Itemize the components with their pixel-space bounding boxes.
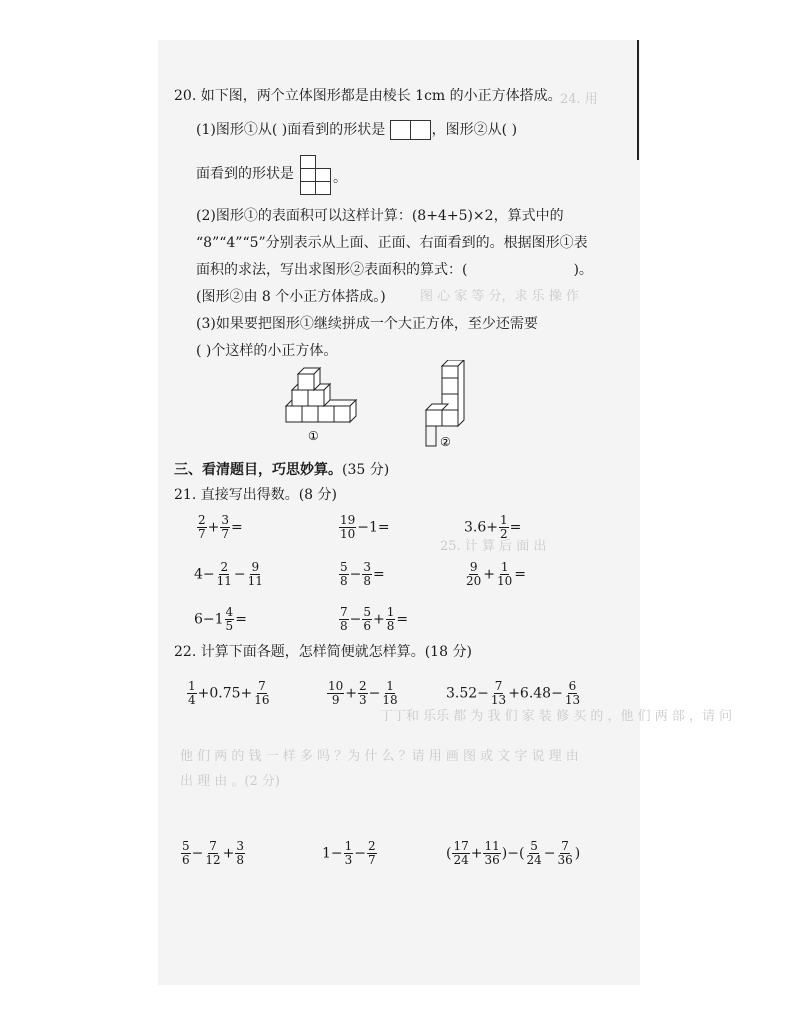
fraction: [339, 606, 349, 633]
math-token: 13: [490, 693, 507, 707]
math-token: +: [345, 685, 358, 702]
section3-points: (35 分): [342, 462, 390, 478]
q22-item-b: [326, 680, 400, 707]
math-token: ): [501, 845, 508, 862]
math-token: 3: [363, 560, 372, 574]
q22-item-e: [322, 840, 378, 867]
q21-item-h: [338, 606, 408, 633]
math-token: 1: [188, 679, 196, 693]
math-token: 19: [340, 513, 356, 527]
math-token: −1=: [357, 519, 390, 536]
math-token: 24: [526, 853, 542, 867]
math-token: 3: [236, 839, 245, 853]
math-token: 1: [500, 513, 508, 527]
q22-stem: 22. 计算下面各题，怎样简便就怎样算。(18 分): [174, 644, 472, 660]
math-token: 6: [182, 853, 190, 867]
q20-part2-line1: (2)图形①的表面积可以这样计算：(8+4+5)×2，算式中的: [196, 208, 564, 224]
math-token: 20: [466, 574, 482, 588]
fraction: [204, 840, 221, 867]
q21-item-c: [464, 514, 521, 541]
math-token: 8: [363, 574, 372, 588]
front-view-shape-icon: [390, 120, 432, 140]
q22-item-a: [186, 680, 272, 707]
math-token: =: [509, 519, 522, 536]
fraction: [197, 514, 207, 541]
fraction: [344, 840, 354, 867]
fraction: [225, 606, 235, 633]
fraction: [216, 561, 233, 588]
q20-part2-line3-text: 面积的求法，写出求图形②表面积的算式：(: [196, 262, 468, 278]
math-token: −(: [507, 845, 525, 862]
math-token: 5: [363, 605, 372, 619]
math-token: 5: [530, 839, 538, 853]
fraction: [358, 680, 368, 707]
math-token: =: [396, 611, 409, 628]
q21-item-b: [338, 514, 390, 541]
math-token: 1: [344, 839, 353, 853]
q20-part1-line2: [196, 164, 294, 184]
math-token: 10: [497, 574, 513, 588]
math-token: 6: [363, 619, 372, 633]
fraction: [367, 840, 377, 867]
math-token: =: [373, 566, 385, 583]
math-token: 7: [209, 839, 217, 853]
math-token: −: [233, 566, 246, 583]
math-token: =: [235, 611, 247, 628]
math-token: 2: [500, 527, 508, 541]
bleed-through: 出 理 由 。(2 分): [180, 774, 280, 789]
math-token: 5: [340, 560, 348, 574]
q20-part2-line2: “8”“4”“5”分别表示从上面、正面、右面看到的。根据图形①表: [196, 235, 588, 251]
math-token: 3.6+: [464, 519, 498, 536]
bleed-through: 图 心 家 等 分，求 乐 操 作: [420, 289, 579, 304]
math-token: 7: [340, 605, 348, 619]
q21-item-g: [194, 606, 247, 633]
q21-item-a: [196, 514, 243, 541]
math-token: 10: [328, 679, 344, 693]
fraction: [452, 840, 469, 867]
math-token: 4: [188, 693, 196, 707]
math-token: +: [207, 519, 220, 536]
q21-item-f: [464, 561, 526, 588]
math-token: 7: [561, 839, 569, 853]
math-token: 7: [258, 679, 266, 693]
q22-item-f: [446, 840, 580, 867]
bleed-through: 24. 用: [560, 92, 598, 107]
math-token: −: [349, 566, 362, 583]
math-token: 7: [368, 853, 376, 867]
math-token: −: [368, 685, 381, 702]
math-token: 9: [331, 693, 340, 707]
q20-part3-line2: ( )个这样的小正方体。: [196, 343, 338, 359]
q20-part2-line3: [196, 260, 593, 280]
math-token: 9: [251, 560, 260, 574]
math-token: +0.75+: [197, 685, 253, 702]
math-token: +: [373, 611, 385, 628]
math-token: 3: [344, 853, 353, 867]
math-token: +: [222, 845, 235, 862]
fraction: [381, 680, 398, 707]
fraction: [362, 561, 372, 588]
q20-part2-line4: (图形②由 8 个小正方体搭成。): [196, 289, 386, 305]
fraction: [327, 680, 344, 707]
math-token: 7: [198, 527, 206, 541]
fraction: [386, 606, 396, 633]
fraction: [339, 514, 356, 541]
math-token: 18: [382, 693, 398, 707]
math-token: ): [574, 845, 581, 862]
math-token: 16: [254, 693, 270, 707]
fraction: [490, 680, 507, 707]
q21-stem: 21. 直接写出得数。(8 分): [174, 487, 337, 503]
math-token: 11: [216, 574, 232, 588]
math-token: 36: [557, 853, 573, 867]
math-token: 6−1: [194, 611, 224, 628]
math-token: 7: [221, 527, 230, 541]
math-token: (: [446, 845, 452, 862]
math-token: 4−: [194, 566, 215, 583]
q20-part3-line1: (3)如果要把图形①继续拼成一个大正方体，至少还需要: [196, 316, 538, 332]
fraction: [362, 606, 372, 633]
math-token: =: [514, 566, 527, 583]
math-token: 1: [500, 560, 509, 574]
math-token: 7: [494, 679, 503, 693]
fraction: [564, 680, 581, 707]
math-token: 8: [236, 853, 245, 867]
math-token: 5: [182, 839, 190, 853]
fraction: [181, 840, 191, 867]
q20-period: 。: [333, 170, 347, 186]
math-token: −: [191, 845, 204, 862]
math-token: =: [231, 519, 243, 536]
section3-title-text: 三、看清题目，巧思妙算。: [174, 462, 342, 478]
q22-item-c: [446, 680, 582, 707]
q21-item-e: [338, 561, 385, 588]
math-token: 2: [359, 679, 367, 693]
math-token: −: [543, 845, 556, 862]
math-token: 5: [225, 619, 234, 633]
math-token: 2: [368, 839, 376, 853]
math-token: 3: [221, 513, 230, 527]
math-token: 10: [340, 527, 356, 541]
margin-rule: [637, 40, 639, 160]
math-token: −: [349, 611, 362, 628]
math-token: 1−: [322, 845, 343, 862]
figure-1-cubes: [286, 368, 356, 422]
math-token: 2: [220, 560, 229, 574]
q20-part1-text-a: (1)图形①从( )面看到的形状是: [196, 122, 386, 138]
q20-part2-line3-close: )。: [573, 262, 593, 278]
math-token: 6: [568, 679, 577, 693]
fraction: [525, 840, 542, 867]
fraction: [339, 561, 349, 588]
math-token: 11: [484, 839, 500, 853]
bleed-through: 丁丁和 乐乐 都 为 我 们 家 装 修 买 的 ，他 们 两 部 ，请 问: [380, 709, 733, 724]
math-token: 24: [453, 853, 469, 867]
math-token: 36: [484, 853, 500, 867]
side-view-shape-icon: [300, 155, 332, 195]
fraction: [483, 840, 500, 867]
math-token: 1: [386, 605, 395, 619]
q20-part1-text-b: ，图形②从( ): [431, 122, 518, 138]
math-token: 11: [247, 574, 263, 588]
fraction: [187, 680, 197, 707]
figure-1-label: ①: [308, 429, 319, 443]
figure-2-label: ②: [440, 435, 451, 449]
fraction: [499, 514, 509, 541]
math-token: 2: [198, 513, 206, 527]
q20-part1-text-c: 面看到的形状是: [196, 166, 294, 182]
q20-part1-line1: [196, 120, 517, 140]
fraction: [465, 561, 482, 588]
fraction: [220, 514, 230, 541]
cube-figures: [280, 360, 480, 452]
fraction: [235, 840, 245, 867]
math-token: 8: [386, 619, 395, 633]
math-token: +6.48−: [508, 685, 563, 702]
math-token: 3: [359, 693, 367, 707]
math-token: 3.52−: [446, 685, 489, 702]
fraction: [556, 840, 573, 867]
math-token: 4: [225, 605, 234, 619]
fraction: [253, 680, 270, 707]
math-token: −: [354, 845, 367, 862]
math-token: 9: [469, 560, 478, 574]
fraction: [247, 561, 264, 588]
math-token: 13: [564, 693, 581, 707]
section3-title: [174, 460, 389, 480]
math-token: +: [483, 566, 496, 583]
q20-stem: 20. 如下图，两个立体图形都是由棱长 1cm 的小正方体搭成。: [174, 88, 562, 104]
q21-item-d: [194, 561, 265, 588]
figure-2-cubes: [426, 360, 464, 446]
bleed-through: 他 们 两 的 钱 一 样 多 吗 ？为 什 么 ？请 用 画 图 或 文 字 说 理 由: [180, 749, 579, 764]
math-token: 12: [205, 853, 221, 867]
q22-item-d: [180, 840, 246, 867]
math-token: 17: [453, 839, 469, 853]
bleed-through: 25. 计 算 后 面 出: [440, 539, 547, 554]
math-token: +: [470, 845, 483, 862]
math-token: 8: [340, 574, 348, 588]
math-token: 8: [340, 619, 348, 633]
math-token: 1: [386, 679, 394, 693]
fraction: [496, 561, 513, 588]
